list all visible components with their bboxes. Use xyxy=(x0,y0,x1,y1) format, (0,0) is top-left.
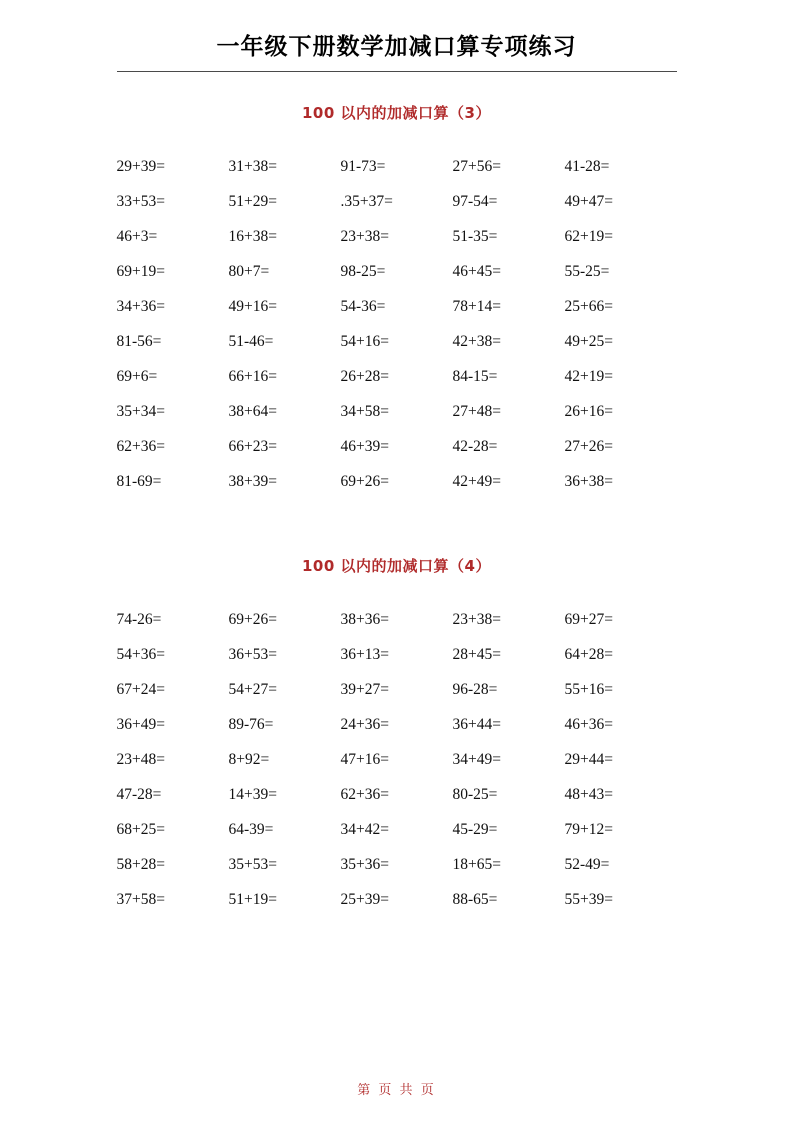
problem-cell: 69+27= xyxy=(564,611,613,628)
problem-cell: 42+19= xyxy=(564,368,613,385)
problem-cell: 45-29= xyxy=(452,821,498,838)
problem-cell: 29+44= xyxy=(564,751,613,768)
problem-cell: .35+37= xyxy=(340,193,393,210)
problem-cell: 16+38= xyxy=(228,228,277,245)
problem-cell: 80+7= xyxy=(228,263,270,280)
problem-cell: 42-28= xyxy=(452,438,498,455)
problem-cell: 27+26= xyxy=(564,438,613,455)
problem-cell: 55+39= xyxy=(564,891,613,908)
problem-cell: 69+26= xyxy=(340,473,389,490)
section-heading: 100 以内的加减口算（3） xyxy=(302,104,491,122)
problem-cell: 74-26= xyxy=(116,611,162,628)
problem-cell: 91-73= xyxy=(340,158,386,175)
problem-cell: 38+64= xyxy=(228,403,277,420)
problem-cell: 48+43= xyxy=(564,786,613,803)
problem-cell: 27+56= xyxy=(452,158,501,175)
problem-grid-1 xyxy=(117,149,677,499)
problem-cell: 36+13= xyxy=(340,646,389,663)
problem-cell: 64+28= xyxy=(564,646,613,663)
problem-cell: 47-28= xyxy=(116,786,162,803)
problem-cell: 51+19= xyxy=(228,891,277,908)
problem-cell: 35+34= xyxy=(116,403,165,420)
problem-cell: 62+19= xyxy=(564,228,613,245)
problem-cell: 31+38= xyxy=(228,158,277,175)
problem-cell: 80-25= xyxy=(452,786,498,803)
problem-cell: 8+92= xyxy=(228,751,270,768)
problem-cell: 38+39= xyxy=(228,473,277,490)
problem-cell: 34+58= xyxy=(340,403,389,420)
problem-cell: 26+16= xyxy=(564,403,613,420)
problem-cell: 37+58= xyxy=(116,891,165,908)
problem-cell: 55-25= xyxy=(564,263,610,280)
problem-cell: 49+16= xyxy=(228,298,277,315)
problem-cell: 38+36= xyxy=(340,611,389,628)
problem-cell: 35+53= xyxy=(228,856,277,873)
problem-cell: 18+65= xyxy=(452,856,501,873)
problem-cell: 46+36= xyxy=(564,716,613,733)
problem-cell: 69+6= xyxy=(116,368,158,385)
problem-cell: 24+36= xyxy=(340,716,389,733)
title-divider xyxy=(117,71,677,72)
problem-cell: 23+38= xyxy=(452,611,501,628)
problem-cell: 29+39= xyxy=(116,158,165,175)
problem-cell: 36+49= xyxy=(116,716,165,733)
problem-cell: 34+36= xyxy=(116,298,165,315)
problem-cell: 69+19= xyxy=(116,263,165,280)
problem-grid-2 xyxy=(117,602,677,917)
problem-cell: 98-25= xyxy=(340,263,386,280)
problem-cell: 14+39= xyxy=(228,786,277,803)
problem-cell: 36+38= xyxy=(564,473,613,490)
page-footer: 第 页 共 页 xyxy=(357,1083,436,1098)
problem-cell: 55+16= xyxy=(564,681,613,698)
problem-cell: 67+24= xyxy=(116,681,165,698)
problem-cell: 66+16= xyxy=(228,368,277,385)
problem-cell: 88-65= xyxy=(452,891,498,908)
problem-cell: 33+53= xyxy=(116,193,165,210)
problem-cell: 78+14= xyxy=(452,298,501,315)
problem-cell: 79+12= xyxy=(564,821,613,838)
section-heading: 100 以内的加减口算（4） xyxy=(302,557,491,575)
problem-cell: 84-15= xyxy=(452,368,498,385)
problem-cell: 54+36= xyxy=(116,646,165,663)
problem-cell: 46+39= xyxy=(340,438,389,455)
problem-cell: 47+16= xyxy=(340,751,389,768)
problem-cell: 81-56= xyxy=(116,333,162,350)
problem-cell: 62+36= xyxy=(116,438,165,455)
problem-cell: 89-76= xyxy=(228,716,274,733)
problem-cell: 23+38= xyxy=(340,228,389,245)
problem-cell: 49+25= xyxy=(564,333,613,350)
problem-cell: 54+27= xyxy=(228,681,277,698)
problem-cell: 41-28= xyxy=(564,158,610,175)
problem-cell: 46+45= xyxy=(452,263,501,280)
problem-cell: 26+28= xyxy=(340,368,389,385)
problem-cell: 66+23= xyxy=(228,438,277,455)
problem-cell: 49+47= xyxy=(564,193,613,210)
problem-cell: 35+36= xyxy=(340,856,389,873)
problem-cell: 23+48= xyxy=(116,751,165,768)
page-title: 一年级下册数学加减口算专项练习 xyxy=(216,34,577,60)
problem-cell: 42+49= xyxy=(452,473,501,490)
problem-cell: 64-39= xyxy=(228,821,274,838)
problem-cell: 36+53= xyxy=(228,646,277,663)
problem-cell: 25+39= xyxy=(340,891,389,908)
problem-cell: 46+3= xyxy=(116,228,158,245)
problem-cell: 96-28= xyxy=(452,681,498,698)
problem-cell: 97-54= xyxy=(452,193,498,210)
problem-cell: 34+42= xyxy=(340,821,389,838)
problem-cell: 69+26= xyxy=(228,611,277,628)
problem-cell: 34+49= xyxy=(452,751,501,768)
problem-cell: 52-49= xyxy=(564,856,610,873)
problem-cell: 58+28= xyxy=(116,856,165,873)
problem-cell: 51-35= xyxy=(452,228,498,245)
problem-cell: 42+38= xyxy=(452,333,501,350)
problem-cell: 36+44= xyxy=(452,716,501,733)
problem-cell: 39+27= xyxy=(340,681,389,698)
problem-cell: 62+36= xyxy=(340,786,389,803)
problem-cell: 51-46= xyxy=(228,333,274,350)
exercise-section-2 xyxy=(0,555,793,917)
exercise-section-1 xyxy=(0,102,793,499)
problem-cell: 81-69= xyxy=(116,473,162,490)
problem-cell: 54+16= xyxy=(340,333,389,350)
problem-cell: 51+29= xyxy=(228,193,277,210)
problem-cell: 25+66= xyxy=(564,298,613,315)
problem-cell: 54-36= xyxy=(340,298,386,315)
problem-cell: 68+25= xyxy=(116,821,165,838)
problem-cell: 27+48= xyxy=(452,403,501,420)
title-block xyxy=(0,0,793,72)
problem-cell: 28+45= xyxy=(452,646,501,663)
